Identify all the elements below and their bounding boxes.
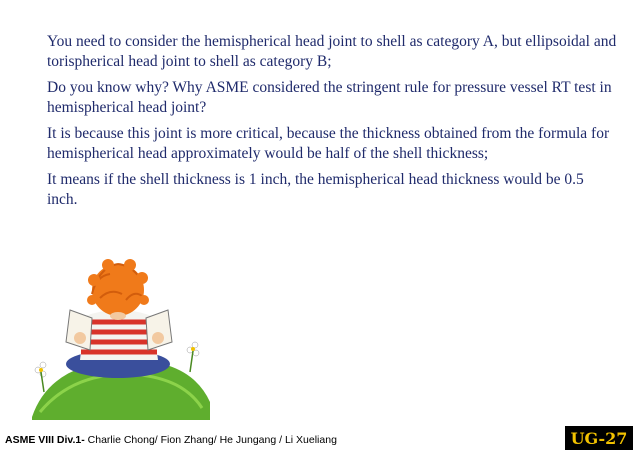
body-text (47, 32, 617, 216)
paragraph-2: Do you know why? Why ASME considered the stringent rule for pressure vessel RT test in hemispherical head joint? (47, 79, 612, 116)
boy-reading-illustration (30, 252, 212, 422)
footer-credits (0, 434, 545, 446)
footer-course: ASME VIII Div.1- (5, 434, 85, 446)
paragraph-1: You need to consider the hemispherical head joint to shell as category A, but ellipsoidal and torispherical head joint to shell as category B; (47, 33, 617, 70)
paragraph-3: It is because this joint is more critical, because the thickness obtained from the formula for hemispherical head approximately would be half of the shell thickness; (47, 125, 610, 162)
footer-authors: Charlie Chong/ Fion Zhang/ He Jungang / Li Xueliang (84, 434, 337, 446)
paragraph-4: It means if the shell thickness is 1 inch, the hemispherical head thickness would be 0.5 inch. (47, 171, 584, 208)
section-code-badge: UG-27 (565, 426, 633, 450)
